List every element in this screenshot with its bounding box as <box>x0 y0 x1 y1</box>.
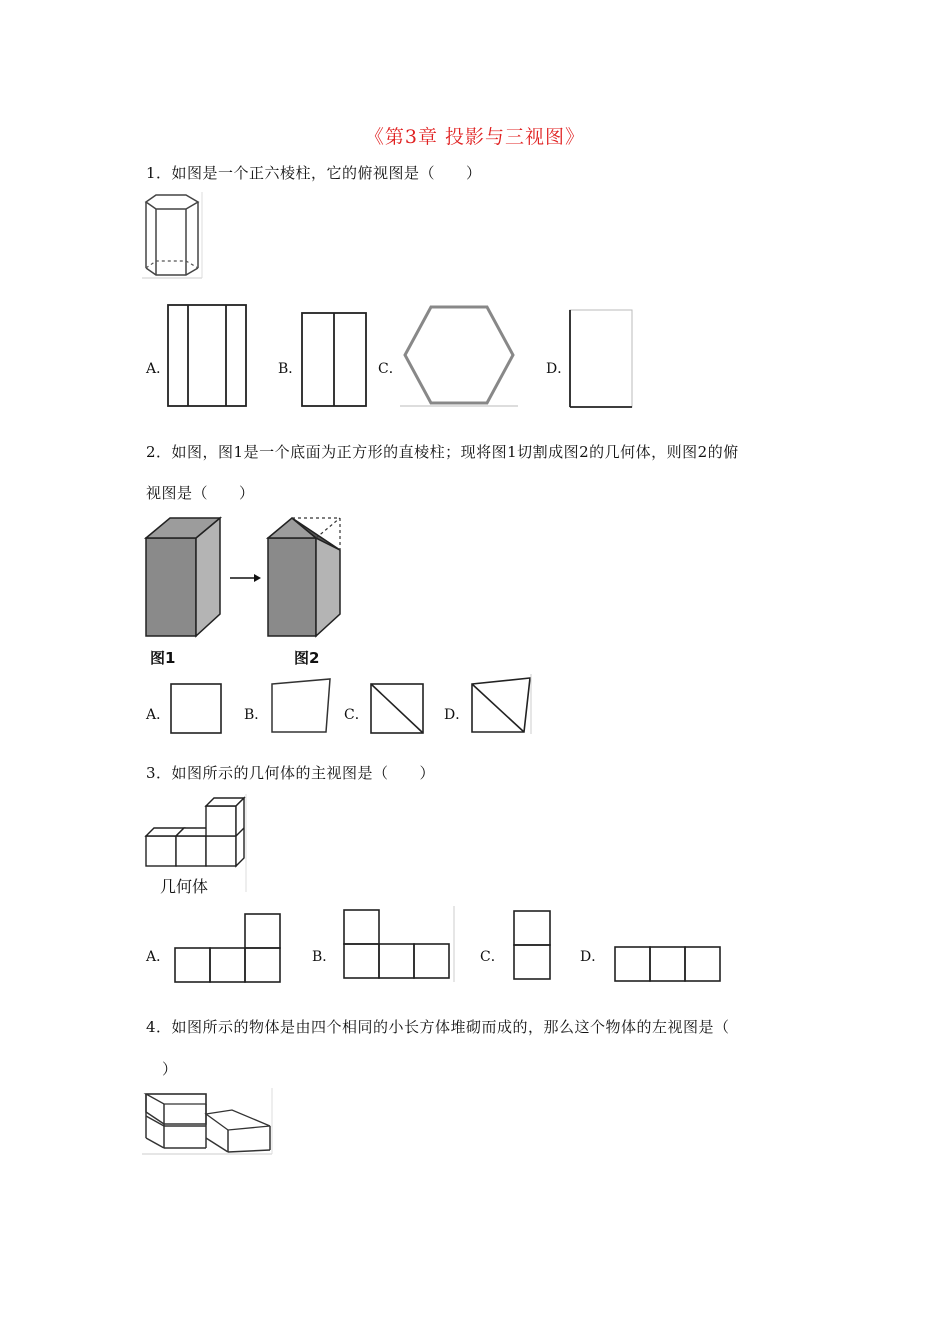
hexagonal-prism-figure <box>140 192 205 284</box>
q2-option-d-label: D． <box>444 707 470 723</box>
q3-option-a-label: A． <box>146 949 171 965</box>
page-title: 《第3章 投影与三视图》 <box>364 126 586 148</box>
q3-option-a-figure <box>172 912 286 984</box>
q1-option-a-label: A． <box>146 361 171 377</box>
q1-option-a-figure <box>166 304 248 408</box>
question-4-text-line1: 4．如图所示的物体是由四个相同的小长方体堆砌而成的，那么这个物体的左视图是（ <box>146 1018 730 1036</box>
q2-option-b-figure <box>268 677 334 735</box>
q1-option-c-figure <box>400 304 518 408</box>
q2-option-b-label: B． <box>244 707 269 723</box>
q3-option-d-label: D． <box>580 949 606 965</box>
q3-option-c-label: C． <box>480 949 505 965</box>
q1-option-b-figure <box>300 312 370 408</box>
q2-option-a-label: A． <box>146 707 171 723</box>
figure-2-label: 图2 <box>294 649 320 667</box>
q1-option-d-figure <box>568 309 634 409</box>
q3-option-b-label: B． <box>312 949 337 965</box>
q2-option-c-figure <box>368 681 426 735</box>
q2-option-c-label: C． <box>344 707 369 723</box>
question-2-text-line1: 2．如图，图1是一个底面为正方形的直棱柱；现将图1切割成图2的几何体，则图2的俯 <box>146 443 739 461</box>
q3-option-d-figure <box>612 944 724 984</box>
q1-option-b-label: B． <box>278 361 303 377</box>
square-prism-cut-figure <box>142 514 352 668</box>
q2-option-a-figure <box>168 681 224 735</box>
cuboid-stack-figure <box>142 1088 274 1158</box>
question-4-text-line2: ） <box>162 1060 178 1078</box>
q3-figure-label: 几何体 <box>160 877 209 896</box>
q3-option-c-figure <box>510 908 554 982</box>
q1-option-c-label: C． <box>378 361 403 377</box>
q1-option-d-label: D． <box>546 361 572 377</box>
q2-option-d-figure <box>468 674 534 736</box>
q3-option-b-figure <box>340 906 456 984</box>
question-1-text: 1．如图是一个正六棱柱，它的俯视图是（ ） <box>146 164 482 182</box>
figure-1-label: 图1 <box>150 649 176 667</box>
question-3-text: 3．如图所示的几何体的主视图是（ ） <box>146 764 436 782</box>
question-2-text-line2: 视图是（ ） <box>146 484 255 502</box>
